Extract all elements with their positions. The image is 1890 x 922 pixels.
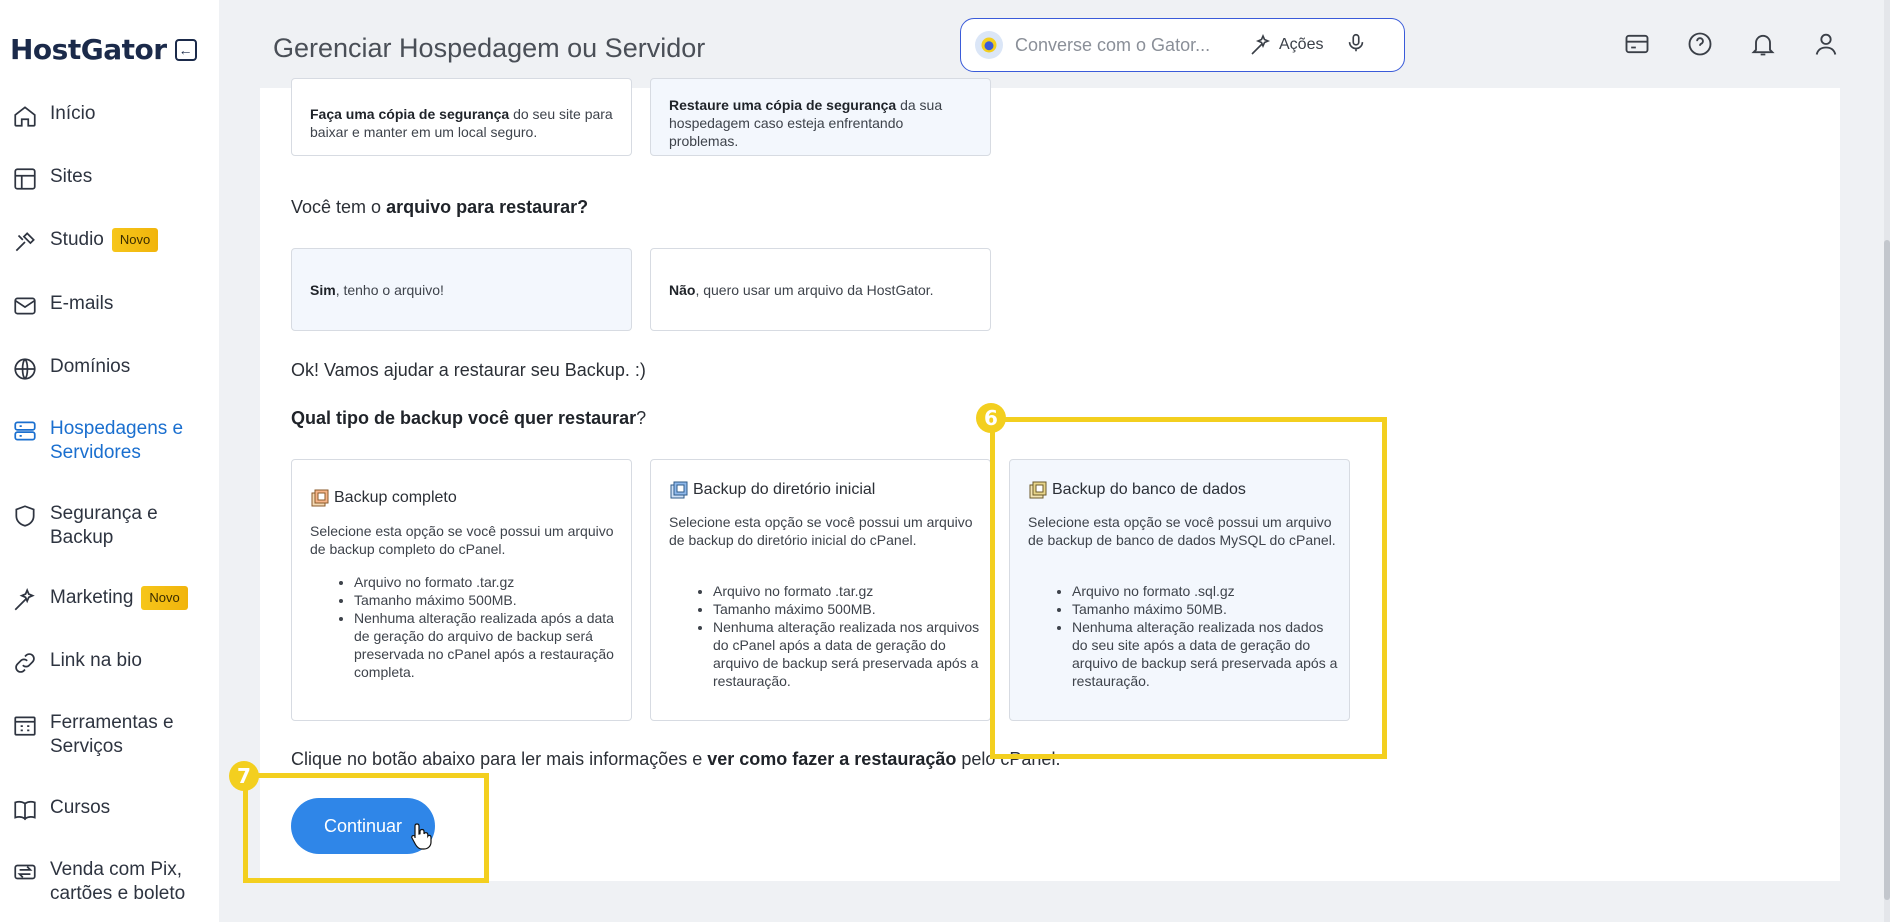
step-7-highlight xyxy=(243,773,489,883)
sidebar-item-cursos[interactable] xyxy=(12,796,217,823)
shield-icon xyxy=(12,503,38,529)
sidebar-item-label: Domínios xyxy=(50,356,131,377)
list-item: • Arquivo no formato .tar.gz xyxy=(354,573,624,591)
sidebar-item-label: Studio xyxy=(50,229,104,251)
sidebar-item-link-na-bio[interactable] xyxy=(12,649,217,676)
backup-desc: Selecione esta opção se você possui um arquivo de backup de banco de dados MySQL do cPanel. xyxy=(1028,514,1336,548)
new-badge: Novo xyxy=(112,228,158,252)
option-no-file[interactable]: Não, quero usar um arquivo da HostGator. xyxy=(650,248,991,331)
bell-icon[interactable] xyxy=(1749,30,1777,58)
backup-title: Backup do banco de dados xyxy=(1052,481,1246,498)
ok-message: Ok! Vamos ajudar a restaurar seu Backup. :) xyxy=(291,360,646,380)
sidebar-item-label: Início xyxy=(50,103,96,124)
layout-icon xyxy=(12,166,38,192)
backup-complete-card[interactable] xyxy=(291,459,632,721)
backup-requirements xyxy=(713,582,983,690)
backup-title: Backup do diretório inicial xyxy=(693,481,876,498)
sidebar-item-venda[interactable] xyxy=(12,858,217,906)
link-icon xyxy=(12,650,38,676)
list-item: • Arquivo no formato .tar.gz xyxy=(713,582,983,600)
sparkle-icon xyxy=(12,587,38,613)
question-has-file: Você tem o arquivo para restaurar? xyxy=(291,197,589,217)
card-text-bold: Faça uma cópia de segurança xyxy=(310,106,510,122)
sidebar-item-ferramentas[interactable] xyxy=(12,711,217,759)
step-7-marker: 7 xyxy=(229,761,259,791)
list-item: • Tamanho máximo 500MB. xyxy=(713,600,983,618)
list-item: • Nenhuma alteração realizada nos dados do seu site após a data de geração do arquivo de backup será preservada após a restauração. xyxy=(1072,618,1342,690)
sidebar-item-label: Ferramentas e Serviços xyxy=(50,712,174,757)
sidebar-item-label: Cursos xyxy=(50,797,111,818)
tools-icon xyxy=(12,229,38,255)
step-6-highlight xyxy=(990,417,1387,759)
scrollbar[interactable] xyxy=(1884,0,1890,922)
actions-label: Ações xyxy=(1279,36,1324,53)
backup-complete-icon xyxy=(310,488,330,508)
hand-cursor-icon xyxy=(410,822,432,850)
sidebar-item-sites[interactable] xyxy=(12,165,217,192)
sidebar-item-label: Hospedagens e Servidores xyxy=(50,418,184,463)
step-6-marker: 6 xyxy=(976,403,1006,433)
sidebar-item-marketing[interactable] xyxy=(12,586,217,613)
sidebar-item-seguranca[interactable] xyxy=(12,502,217,550)
list-item: • Tamanho máximo 500MB. xyxy=(354,591,624,609)
info-text: Clique no botão abaixo para ler mais informações e ver como fazer a restauração pelo cPanel. xyxy=(291,749,1061,769)
brand-name: HostGator xyxy=(10,33,167,66)
backup-home-dir-card[interactable] xyxy=(650,459,991,721)
gator-chat-input[interactable] xyxy=(960,18,1405,72)
card-text: do seu site para baixar e manter em um local seguro. xyxy=(310,106,613,140)
scrollbar-thumb[interactable] xyxy=(1884,240,1890,900)
building-icon xyxy=(12,712,38,738)
sidebar-item-studio[interactable] xyxy=(12,228,217,255)
question-backup-type: Qual tipo de backup você quer restaurar? xyxy=(291,408,647,428)
sidebar-item-dominios[interactable] xyxy=(12,355,217,382)
globe-icon xyxy=(12,356,38,382)
list-item: • Arquivo no formato .sql.gz xyxy=(1072,582,1342,600)
backup-desc: Selecione esta opção se você possui um arquivo de backup do diretório inicial do cPanel. xyxy=(669,514,973,548)
card-text: da sua hospedagem caso esteja enfrentando problemas. xyxy=(669,97,943,149)
card-icon[interactable] xyxy=(1623,30,1651,58)
backup-home-dir-icon xyxy=(669,480,689,500)
continue-button[interactable]: Continuar xyxy=(291,798,435,854)
sidebar-item-inicio[interactable] xyxy=(12,102,217,129)
actions-button[interactable] xyxy=(1249,33,1323,57)
sidebar-item-emails[interactable] xyxy=(12,292,217,319)
exchange-icon xyxy=(12,859,38,885)
card-text-bold: Restaure uma cópia de segurança xyxy=(669,97,897,113)
restore-copy-card[interactable] xyxy=(650,78,991,156)
sidebar-item-label: Venda com Pix, cartões e boleto xyxy=(50,859,186,904)
sidebar-item-hospedagens[interactable] xyxy=(12,417,217,465)
sidebar-item-label: E-mails xyxy=(50,293,114,314)
sparkle-icon xyxy=(1249,33,1273,57)
microphone-icon[interactable] xyxy=(1345,32,1367,59)
sidebar-item-label: Marketing xyxy=(50,587,134,609)
sidebar xyxy=(0,0,219,922)
new-badge: Novo xyxy=(141,586,187,610)
help-icon[interactable] xyxy=(1686,30,1714,58)
collapse-sidebar-icon[interactable]: ← xyxy=(175,39,197,61)
backup-copy-card[interactable] xyxy=(291,78,632,156)
home-icon xyxy=(12,103,38,129)
list-item: • Tamanho máximo 50MB. xyxy=(1072,600,1342,618)
sidebar-item-label: Sites xyxy=(50,166,93,187)
list-item: • Nenhuma alteração realizada nos arquivos do cPanel após a data de geração do arquivo de backup será preservada após a restauração. xyxy=(713,618,983,690)
list-item: • Nenhuma alteração realizada após a data de geração do arquivo de backup será preservada no cPanel após a restauração completa. xyxy=(354,609,624,681)
mail-icon xyxy=(12,293,38,319)
option-yes-file[interactable]: Sim, tenho o arquivo! xyxy=(291,248,632,331)
sidebar-item-label: Link na bio xyxy=(50,650,142,671)
server-icon xyxy=(12,418,38,444)
gator-avatar-icon xyxy=(975,31,1003,59)
search-placeholder: Converse com o Gator... xyxy=(1015,34,1211,55)
logo[interactable] xyxy=(10,33,197,66)
page-title: Gerenciar Hospedagem ou Servidor xyxy=(273,33,706,63)
backup-title: Backup completo xyxy=(334,489,457,506)
book-icon xyxy=(12,797,38,823)
sidebar-item-label: Segurança e Backup xyxy=(50,503,158,548)
backup-desc: Selecione esta opção se você possui um arquivo de backup completo do cPanel. xyxy=(310,523,614,557)
user-icon[interactable] xyxy=(1812,30,1840,58)
backup-requirements xyxy=(354,573,624,681)
